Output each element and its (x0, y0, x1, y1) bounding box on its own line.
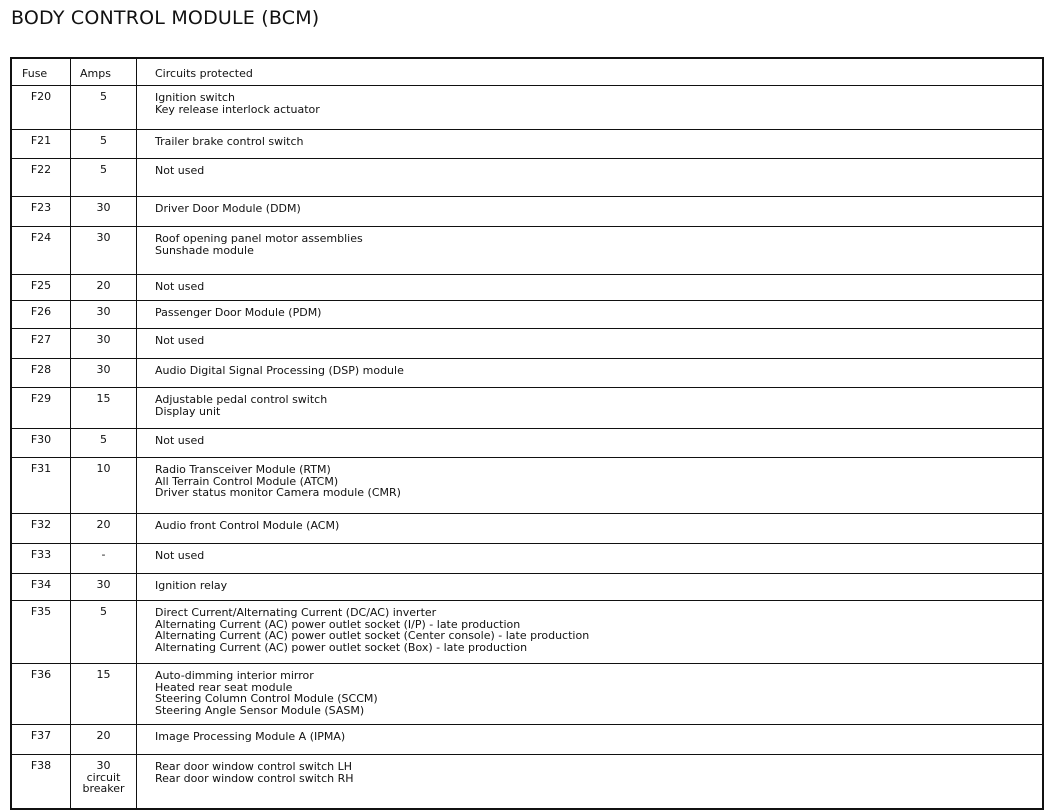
circuit-line: Adjustable pedal control switch (155, 393, 328, 406)
fuse-cell: F20 (12, 86, 71, 129)
table-row (12, 573, 1042, 600)
amps-value: 30 (96, 231, 111, 244)
table-row (12, 158, 1042, 196)
circuit-line: Heated rear seat module (155, 680, 293, 694)
circuits-cell (137, 601, 1042, 663)
fuse-cell: F21 (12, 130, 71, 158)
amps-value: 5 (100, 605, 107, 618)
amps-value: 15 (96, 668, 111, 681)
amps-value: 30 (96, 201, 111, 214)
circuit-line: Trailer brake control switch (155, 135, 304, 148)
circuits-cell (137, 275, 1042, 300)
amps-cell (71, 130, 137, 158)
amps-cell (71, 574, 137, 600)
amps-value: 10 (96, 462, 111, 475)
amps-value: 5 (100, 134, 107, 147)
circuit-line: Ignition relay (155, 579, 228, 592)
amps-value: 20 (96, 518, 111, 531)
amps-cell (71, 664, 137, 724)
table-row (12, 724, 1042, 754)
table-row (12, 300, 1042, 328)
amps-value: 30 (96, 759, 111, 772)
circuit-line: Rear door window control switch RH (155, 771, 354, 785)
amps-cell (71, 458, 137, 513)
amps-cell (71, 725, 137, 754)
amps-value: 5 (100, 90, 107, 103)
amps-value: 30 (96, 333, 111, 346)
circuits-cell (137, 197, 1042, 226)
circuit-line: Display unit (155, 404, 221, 418)
circuits-cell (137, 359, 1042, 387)
fuse-cell: F38 (12, 755, 71, 808)
table-row (12, 513, 1042, 543)
fuse-cell: F28 (12, 359, 71, 387)
circuits-cell (137, 725, 1042, 754)
circuit-line: Alternating Current (AC) power outlet socket (I/P) - late production (155, 617, 521, 631)
circuit-line: Alternating Current (AC) power outlet socket (Box) - late production (155, 640, 528, 654)
table-header-row (12, 59, 1042, 85)
fuse-cell: F27 (12, 329, 71, 358)
circuit-line: Not used (155, 280, 205, 293)
fuse-cell: F32 (12, 514, 71, 543)
table-row (12, 428, 1042, 457)
circuit-line: Passenger Door Module (PDM) (155, 306, 322, 319)
column-header-circuits: Circuits protected (155, 67, 253, 80)
circuit-line: Direct Current/Alternating Current (DC/AC) inverter (155, 606, 437, 619)
amps-cell (71, 197, 137, 226)
amps-cell (71, 275, 137, 300)
circuit-line: Sunshade module (155, 243, 254, 257)
circuit-line: Audio Digital Signal Processing (DSP) module (155, 364, 404, 377)
circuits-cell (137, 574, 1042, 600)
fuse-cell: F34 (12, 574, 71, 600)
circuits-cell (137, 514, 1042, 543)
amps-value: 5 (100, 433, 107, 446)
circuits-cell (137, 458, 1042, 513)
circuits-cell (137, 159, 1042, 196)
table-row (12, 663, 1042, 724)
table-row (12, 600, 1042, 663)
amps-cell (71, 601, 137, 663)
circuits-cell (137, 130, 1042, 158)
circuits-cell (137, 227, 1042, 274)
fuse-cell: F33 (12, 544, 71, 573)
amps-value: 20 (96, 279, 111, 292)
circuit-line: Auto-dimming interior mirror (155, 669, 314, 682)
circuit-line: Steering Column Control Module (SCCM) (155, 692, 378, 706)
column-header-fuse: Fuse (12, 59, 71, 85)
amps-cell (71, 329, 137, 358)
amps-cell (71, 159, 137, 196)
fuse-cell: F31 (12, 458, 71, 513)
fuse-cell: F35 (12, 601, 71, 663)
amps-cell (71, 514, 137, 543)
fuse-cell: F37 (12, 725, 71, 754)
fuse-cell: F30 (12, 429, 71, 457)
circuit-line: Key release interlock actuator (155, 102, 320, 116)
circuit-line: Not used (155, 434, 205, 447)
amps-value: 30 (96, 578, 111, 591)
amps-cell (71, 301, 137, 328)
circuit-line: Rear door window control switch LH (155, 760, 353, 773)
table-row (12, 543, 1042, 573)
circuit-line: Alternating Current (AC) power outlet socket (Center console) - late production (155, 629, 590, 643)
amps-cell (71, 388, 137, 428)
circuit-line: Driver Door Module (DDM) (155, 202, 301, 215)
column-header-amps: Amps (71, 59, 137, 85)
circuit-line: Audio front Control Module (ACM) (155, 519, 340, 532)
table-row (12, 129, 1042, 158)
table-row (12, 754, 1042, 808)
fuse-table (10, 57, 1044, 810)
fuse-cell: F22 (12, 159, 71, 196)
fuse-cell: F29 (12, 388, 71, 428)
table-row (12, 328, 1042, 358)
circuits-cell (137, 329, 1042, 358)
page-title: BODY CONTROL MODULE (BCM) (11, 7, 320, 29)
table-row (12, 274, 1042, 300)
circuit-line: Radio Transceiver Module (RTM) (155, 463, 331, 476)
amps-value: 30 (96, 363, 111, 376)
fuse-cell: F25 (12, 275, 71, 300)
table-row (12, 85, 1042, 129)
amps-value: 30 (96, 305, 111, 318)
fuse-cell: F24 (12, 227, 71, 274)
table-row (12, 358, 1042, 387)
table-row (12, 387, 1042, 428)
circuit-line: All Terrain Control Module (ATCM) (155, 474, 339, 488)
amps-cell (71, 755, 137, 808)
table-row (12, 226, 1042, 274)
fuse-cell: F36 (12, 664, 71, 724)
amps-cell (71, 544, 137, 573)
circuit-line: Not used (155, 164, 205, 177)
amps-cell (71, 86, 137, 129)
circuit-line: Steering Angle Sensor Module (SASM) (155, 703, 365, 717)
table-row (12, 196, 1042, 226)
circuit-line: Roof opening panel motor assemblies (155, 232, 363, 245)
amps-value: breaker (82, 782, 125, 796)
amps-value: - (101, 548, 106, 561)
circuits-cell (137, 301, 1042, 328)
fuse-cell: F23 (12, 197, 71, 226)
circuits-cell (137, 664, 1042, 724)
amps-value: circuit (86, 770, 121, 784)
circuit-line: Image Processing Module A (IPMA) (155, 730, 346, 743)
table-row (12, 457, 1042, 513)
circuits-cell (137, 86, 1042, 129)
table-body (12, 85, 1042, 808)
circuits-cell (137, 429, 1042, 457)
circuit-line: Not used (155, 549, 205, 562)
amps-cell (71, 227, 137, 274)
circuit-line: Driver status monitor Camera module (CMR) (155, 486, 401, 500)
amps-cell (71, 429, 137, 457)
amps-value: 20 (96, 729, 111, 742)
circuits-cell (137, 544, 1042, 573)
fuse-cell: F26 (12, 301, 71, 328)
circuits-cell (137, 755, 1042, 808)
circuits-cell (137, 388, 1042, 428)
amps-value: 15 (96, 392, 111, 405)
amps-value: 5 (100, 163, 107, 176)
amps-cell (71, 359, 137, 387)
circuit-line: Not used (155, 334, 205, 347)
circuit-line: Ignition switch (155, 91, 235, 104)
